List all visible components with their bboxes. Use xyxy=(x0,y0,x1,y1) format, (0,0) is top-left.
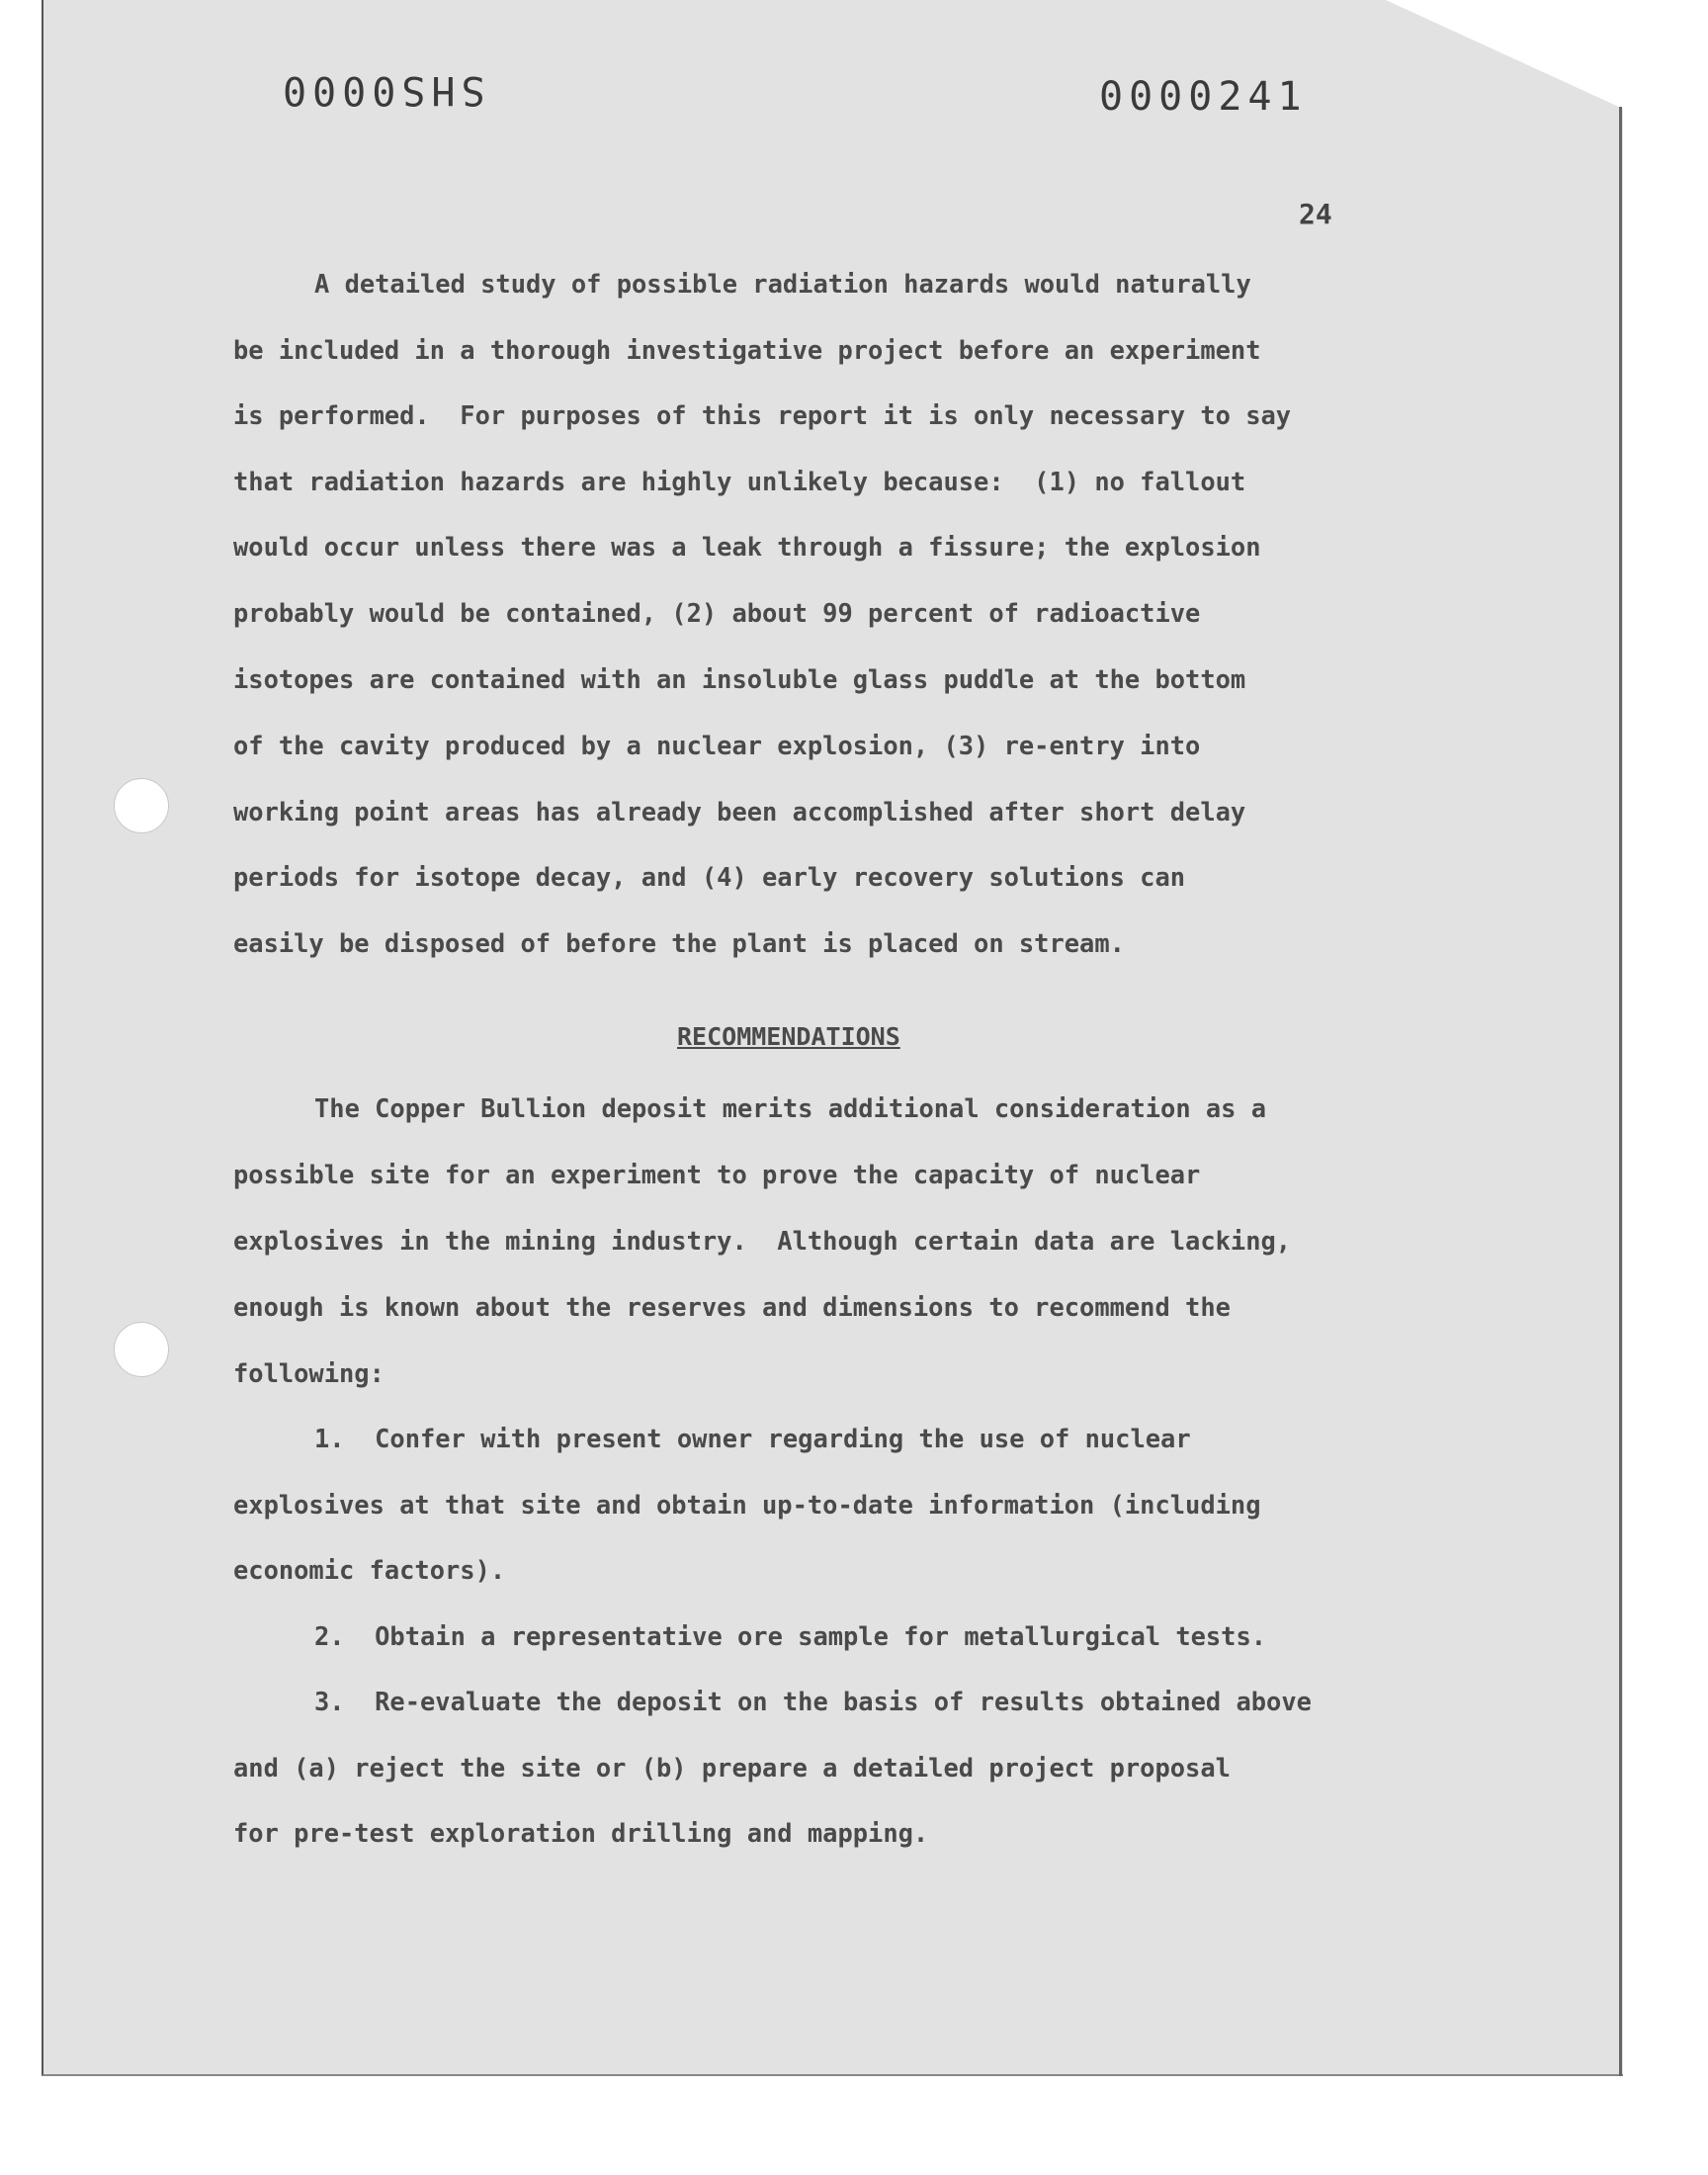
paragraph-1-line: of the cavity produced by a nuclear explosion, (3) re-entry into xyxy=(233,731,1201,760)
list-item-line: and (a) reject the site or (b) prepare a detailed project proposal xyxy=(233,1753,1231,1783)
paragraph-1-line: periods for isotope decay, and (4) early recovery solutions can xyxy=(233,862,1186,892)
list-item-line: 1. Confer with present owner regarding the use of nuclear xyxy=(314,1424,1191,1453)
paragraph-1-line: that radiation hazards are highly unlikely because: (1) no fallout xyxy=(233,467,1246,496)
punch-hole-top xyxy=(114,778,169,833)
paragraph-2-line: explosives in the mining industry. Although certain data are lacking, xyxy=(233,1226,1292,1256)
page-edge xyxy=(1619,107,1622,2076)
list-item-line: explosives at that site and obtain up-to-date information (including xyxy=(233,1490,1261,1520)
list-item-line: economic factors). xyxy=(233,1555,506,1585)
list-item-line: 2. Obtain a representative ore sample for metallurgical tests. xyxy=(314,1621,1267,1651)
paragraph-2-line: following: xyxy=(233,1358,384,1388)
list-item-line: for pre-test exploration drilling and mapping. xyxy=(233,1818,929,1848)
paragraph-1-line: be included in a thorough investigative project before an experiment xyxy=(233,335,1261,365)
document-stamp-left: SHS0000 xyxy=(277,67,485,113)
page-number: 24 xyxy=(1299,198,1332,230)
paragraph-2-line: possible site for an experiment to prove the capacity of nuclear xyxy=(233,1160,1201,1189)
paragraph-1-line: working point areas has already been accomplished after short delay xyxy=(233,797,1246,826)
paragraph-1-line: easily be disposed of before the plant is placed on stream. xyxy=(233,928,1125,958)
paragraph-1-line: is performed. For purposes of this report it is only necessary to say xyxy=(233,400,1292,430)
paragraph-1-line: isotopes are contained with an insoluble glass puddle at the bottom xyxy=(233,664,1246,694)
paragraph-1-line: probably would be contained, (2) about 99 percent of radioactive xyxy=(233,598,1201,628)
paragraph-1-line: would occur unless there was a leak through a fissure; the explosion xyxy=(233,532,1261,562)
document-stamp-right: 0000241 xyxy=(1099,74,1308,120)
paragraph-2-line: The Copper Bullion deposit merits additional consideration as a xyxy=(314,1093,1267,1123)
paragraph-1-line: A detailed study of possible radiation hazards would naturally xyxy=(314,269,1251,299)
punch-hole-bottom xyxy=(114,1322,169,1377)
paragraph-2-line: enough is known about the reserves and dimensions to recommend the xyxy=(233,1292,1231,1322)
list-item-line: 3. Re-evaluate the deposit on the basis of results obtained above xyxy=(314,1687,1312,1716)
section-heading: RECOMMENDATIONS xyxy=(677,1022,900,1051)
